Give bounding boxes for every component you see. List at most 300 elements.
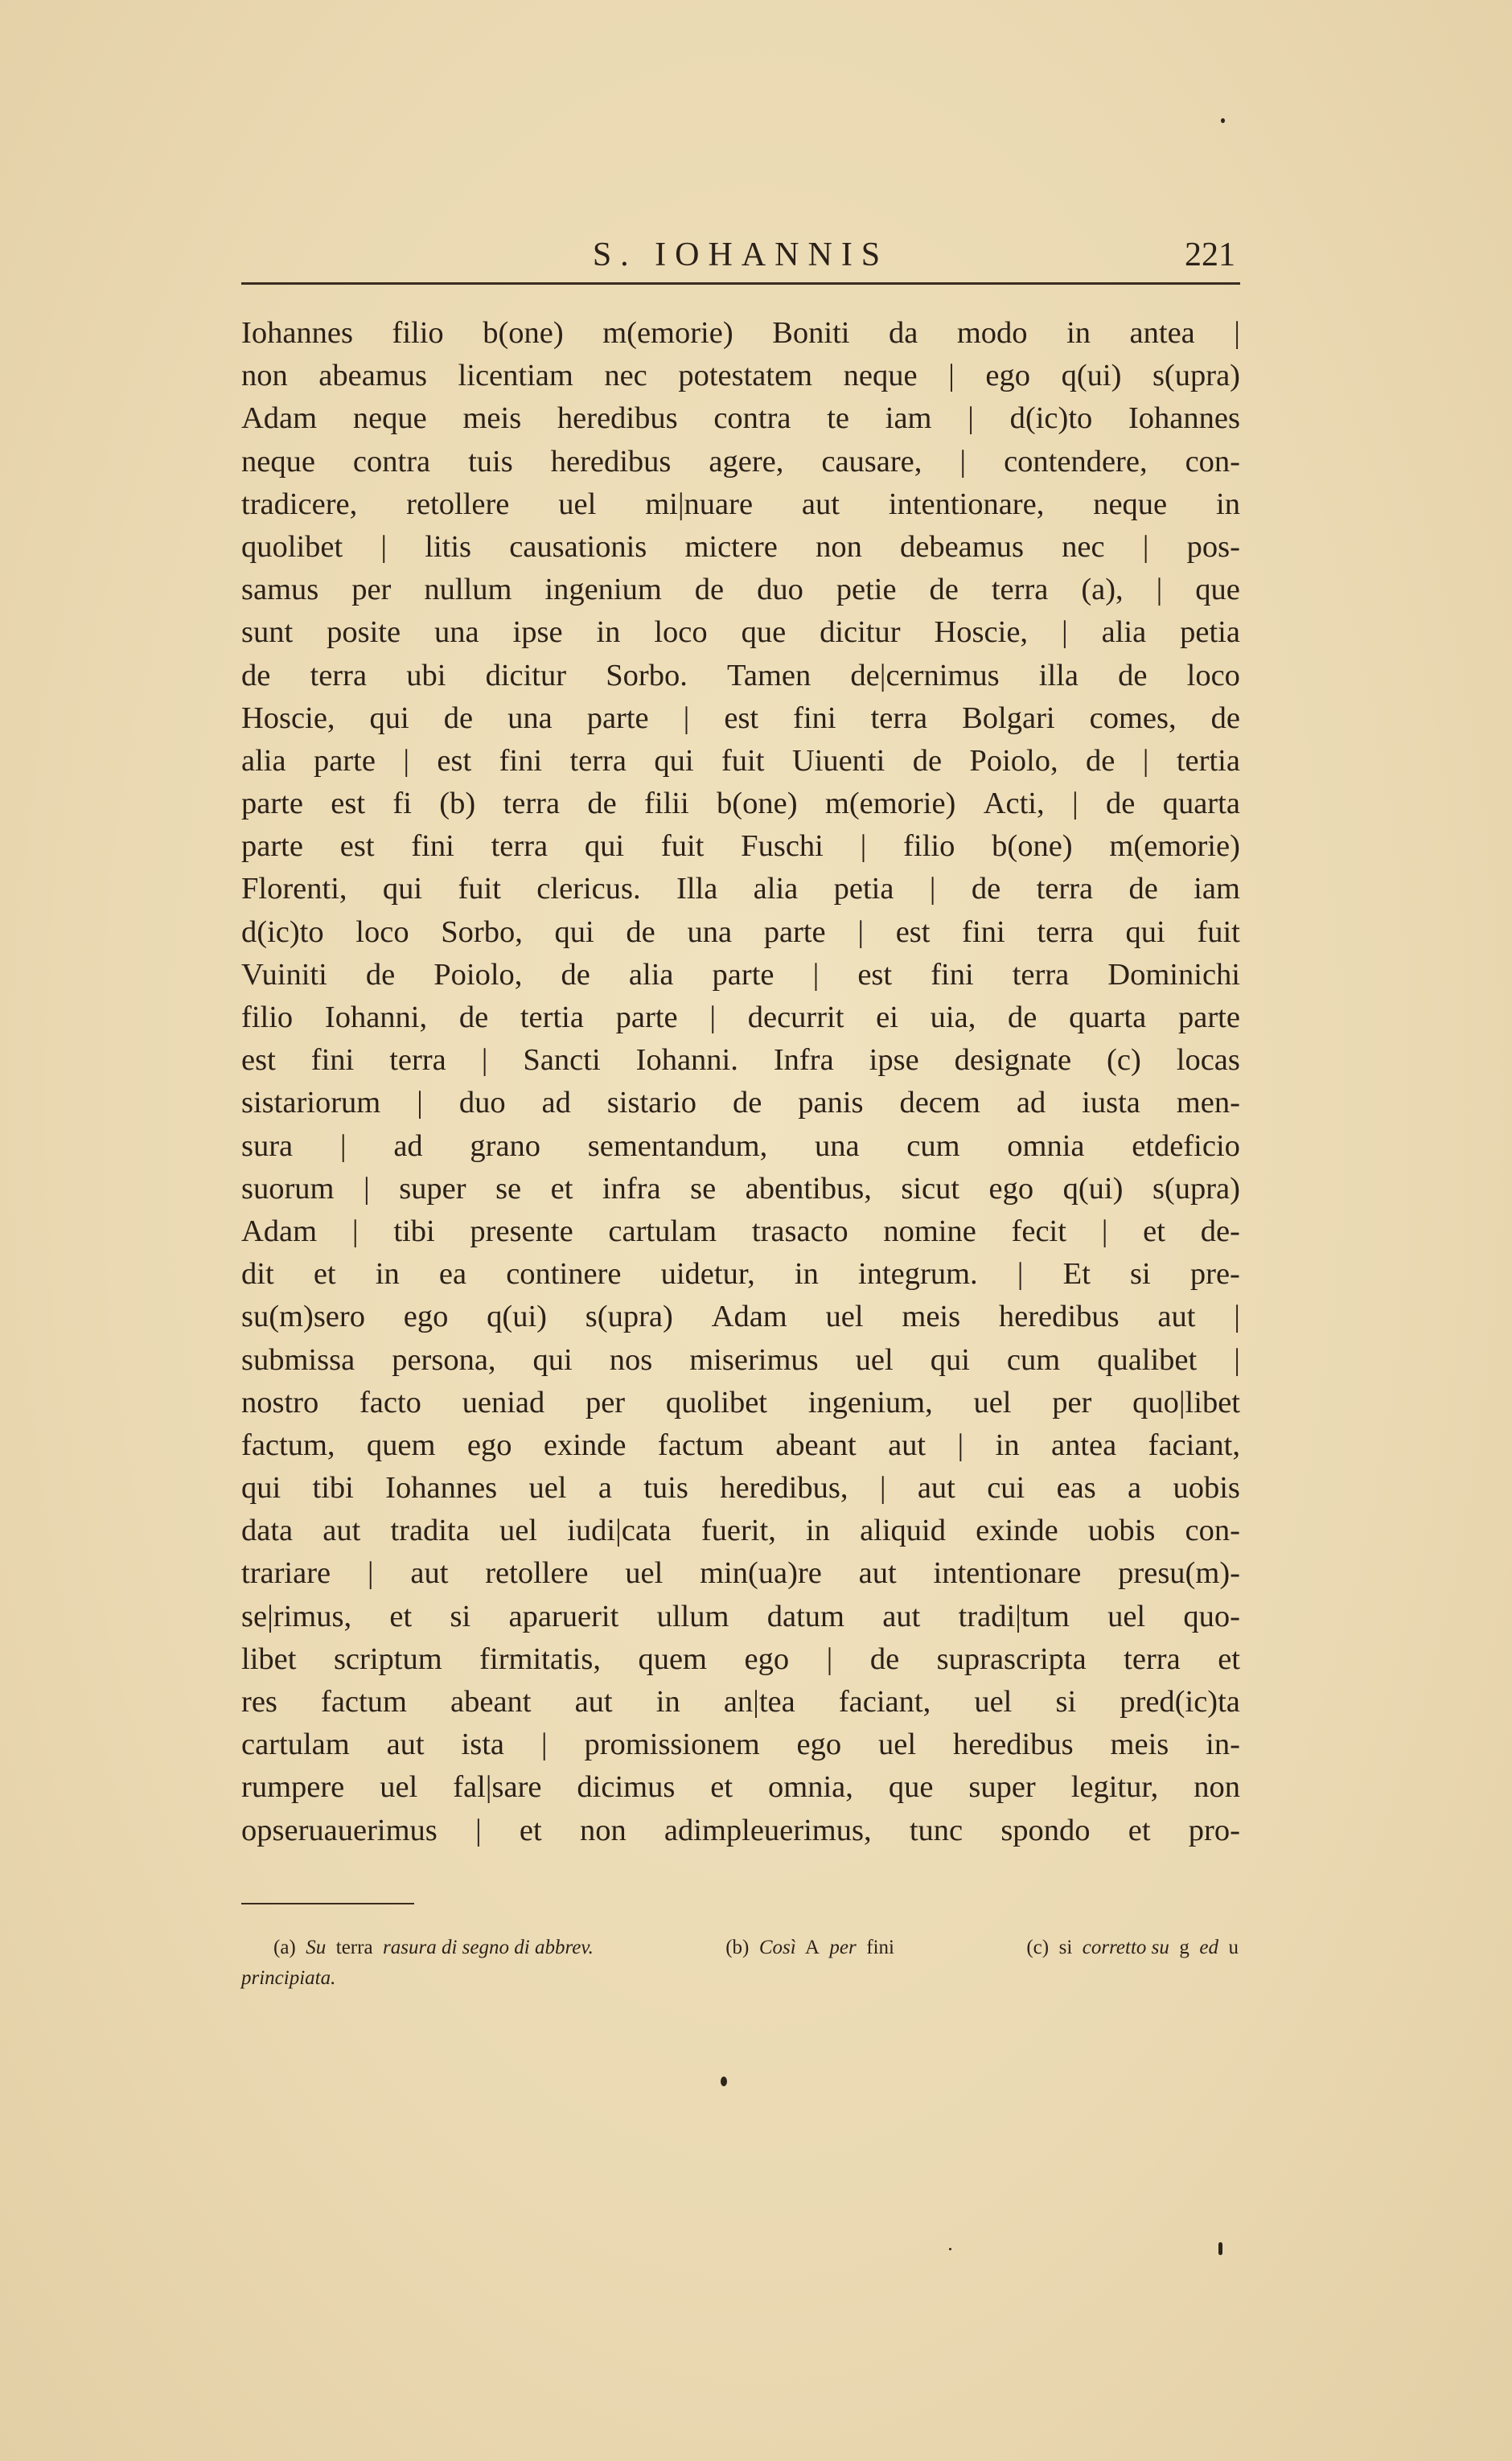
word: | (481, 1043, 488, 1078)
word: s(upra) (585, 1300, 673, 1334)
text-line (241, 1210, 1240, 1253)
word: causationis (509, 529, 647, 564)
word: fini (931, 957, 974, 992)
word: q(ui) (487, 1300, 547, 1334)
word: Tamen (727, 658, 811, 692)
word: | (363, 1171, 370, 1206)
word: aut (1157, 1300, 1196, 1334)
word: uel (1107, 1599, 1146, 1633)
word: scriptum (333, 1641, 442, 1676)
word: filio (392, 316, 444, 350)
word: | (475, 1813, 482, 1847)
word: terra (991, 573, 1049, 607)
word: dicitur (820, 615, 901, 650)
word: cui (987, 1471, 1025, 1506)
text-line (241, 911, 1240, 954)
word: faciant, (1148, 1428, 1240, 1462)
word: continere (506, 1257, 622, 1292)
word: a (598, 1471, 612, 1506)
word: quarta (1069, 1000, 1147, 1034)
word: et (550, 1171, 573, 1206)
word: tradicere, (241, 487, 358, 521)
footnote-c-continuation: principiata. (241, 1967, 336, 1989)
word: aut (888, 1428, 927, 1462)
word: et (519, 1813, 542, 1847)
word: de (626, 914, 655, 949)
word: | (1101, 1214, 1108, 1248)
word: Iohannes (385, 1471, 498, 1506)
word: sistariorum (241, 1086, 381, 1120)
word: in (995, 1428, 1020, 1462)
word: pos- (1186, 529, 1240, 564)
word: Sancti (523, 1043, 601, 1078)
word: adimpleuerimus, (664, 1813, 872, 1847)
word: Poiolo, (433, 957, 523, 992)
word: fal|sare (453, 1770, 542, 1805)
word: | (812, 957, 820, 992)
word: de (443, 701, 474, 735)
word: de (1106, 787, 1136, 821)
word: designate (954, 1043, 1072, 1078)
word: et (313, 1257, 336, 1292)
word: de (365, 957, 396, 992)
word: Vuiniti (241, 957, 327, 992)
word: nec (1062, 529, 1105, 564)
word: Iohanni, (324, 1000, 428, 1034)
word: de (929, 573, 959, 607)
footnotes (241, 1933, 1239, 1994)
word: uidetur, (660, 1257, 755, 1292)
word: | (709, 1000, 717, 1034)
word: de (1128, 872, 1158, 906)
word: d(ic)to (241, 914, 324, 949)
word: cartulam (608, 1214, 717, 1248)
word: litis (425, 529, 472, 564)
word: fini (793, 701, 836, 735)
word: per (1052, 1385, 1092, 1419)
word: eas (1056, 1471, 1096, 1506)
word: posite (327, 615, 401, 650)
word: faciant, (838, 1685, 931, 1719)
footnote-c: (c) si corretto su g ed u (1026, 1937, 1239, 1958)
word: sura (241, 1128, 294, 1163)
word: se (690, 1171, 717, 1206)
text-line (241, 868, 1240, 910)
word: fini (499, 743, 543, 778)
word: tunc (909, 1813, 963, 1847)
word: quolibet (665, 1385, 767, 1419)
word: alia (241, 743, 286, 778)
word: clericus. (536, 872, 641, 906)
word: | (1142, 529, 1149, 564)
word: que (888, 1770, 934, 1805)
word: loco (355, 914, 409, 949)
word: que (741, 615, 787, 650)
word: b(one) (992, 829, 1073, 864)
word: qualibet (1097, 1342, 1198, 1377)
word: legitur, (1070, 1770, 1159, 1805)
word: presente (470, 1214, 573, 1248)
word: aut (858, 1556, 897, 1591)
word: | (1234, 1342, 1240, 1377)
word: neque (241, 444, 315, 479)
text-line (241, 1168, 1240, 1210)
word: terra (503, 787, 561, 821)
ink-speck (1218, 2242, 1222, 2255)
word: suorum (241, 1171, 335, 1206)
word: Adam (241, 401, 318, 436)
word: Adam (241, 1214, 318, 1248)
page-header (241, 227, 1240, 283)
word: quolibet (241, 529, 343, 564)
word: rumpere (241, 1770, 345, 1805)
word: se|rimus, (241, 1599, 352, 1633)
word: grano (470, 1128, 541, 1163)
text-line (241, 1296, 1240, 1338)
ink-speck (721, 2077, 727, 2086)
word: | (351, 1214, 359, 1248)
text-line (241, 1424, 1240, 1467)
word: et (1128, 1813, 1151, 1847)
word: fini (310, 1043, 355, 1078)
word: petia (1180, 615, 1240, 650)
word: sicut (901, 1171, 960, 1206)
word: ista (461, 1728, 504, 1762)
word: tradi|tum (958, 1599, 1070, 1633)
word: trariare (241, 1556, 331, 1591)
word: omnia (1007, 1128, 1085, 1163)
word: tertia (1176, 743, 1240, 778)
word: ueniad (462, 1385, 545, 1419)
word: | (1234, 316, 1240, 350)
word: | (367, 1556, 374, 1591)
word: Bolgari (962, 701, 1055, 735)
word: factum, (241, 1428, 335, 1462)
word: ea (438, 1257, 467, 1292)
word: exinde (976, 1514, 1058, 1548)
word: pro- (1188, 1813, 1240, 1847)
text-line (241, 783, 1240, 825)
word: ego (796, 1728, 842, 1762)
footnote-a: (a) Su terra rasura di segno di abbrev. (273, 1937, 594, 1958)
word: mictere (684, 529, 778, 564)
word: in (805, 1514, 830, 1548)
word: de (732, 1086, 762, 1120)
word: tibi (312, 1471, 354, 1506)
page-number: 221 (1185, 236, 1235, 273)
word: dicimus (577, 1770, 676, 1805)
ink-speck (1221, 118, 1225, 123)
word: factum (657, 1428, 744, 1462)
word: firmitatis, (479, 1641, 601, 1676)
text-line (241, 655, 1240, 697)
word: loco (654, 615, 708, 650)
word: Hoscie, (241, 701, 335, 735)
word: s(upra) (1152, 1171, 1240, 1206)
word: m(emorie) (602, 316, 733, 350)
word: | (957, 1428, 964, 1462)
word: qui (930, 1342, 970, 1377)
word: | (540, 1728, 548, 1762)
word: | (1234, 1300, 1240, 1334)
word: | (857, 914, 865, 949)
text-line (241, 1552, 1240, 1595)
word: iam (885, 401, 932, 436)
word: non (1194, 1770, 1240, 1805)
word: terra (1012, 957, 1070, 992)
word: de (1008, 1000, 1037, 1034)
word: persona, (392, 1342, 496, 1377)
word: suprascripta (936, 1641, 1087, 1676)
word: dicitur (485, 658, 567, 692)
word: heredibus (998, 1300, 1120, 1334)
word: terra (870, 701, 928, 735)
word: antea (1129, 316, 1195, 350)
footnote-line (273, 1933, 1239, 1963)
word: | (417, 1086, 423, 1120)
text-line (241, 1339, 1240, 1382)
word: contra (352, 444, 431, 479)
word: si (450, 1599, 471, 1633)
word: terra (1124, 1641, 1181, 1676)
running-title: S. IOHANNIS (592, 236, 890, 273)
word: | (339, 1128, 347, 1163)
word: aut (410, 1556, 449, 1591)
word: | (959, 444, 967, 479)
word: b(one) (483, 316, 564, 350)
word: est (339, 829, 375, 864)
word: omnia, (768, 1770, 853, 1805)
word: ei (876, 1000, 898, 1034)
word: nostro (241, 1385, 319, 1419)
word: nullum (424, 573, 512, 607)
word: se (495, 1171, 522, 1206)
word: loco (1186, 658, 1240, 692)
word: quem (366, 1428, 436, 1462)
text-line (241, 1125, 1240, 1168)
word: ipse (869, 1043, 919, 1078)
word: qui (554, 914, 594, 949)
word: Sorbo, (441, 914, 523, 949)
word: q(ui) (1062, 1171, 1124, 1206)
word: ingenium (544, 573, 662, 607)
text-line (241, 1253, 1240, 1296)
word: nomine (883, 1214, 976, 1248)
word: cum (1006, 1342, 1061, 1377)
word: Illa (676, 872, 718, 906)
word: si (1055, 1685, 1077, 1719)
word: ullum (656, 1599, 729, 1633)
word: uel (380, 1770, 418, 1805)
word: fuit (721, 743, 765, 778)
word: promissionem (584, 1728, 760, 1762)
word: | (948, 359, 955, 393)
word: su(m)sero (241, 1300, 365, 1334)
word: filio (241, 1000, 294, 1034)
word: qui (369, 701, 409, 735)
word: da (888, 316, 918, 350)
word: sementandum, (587, 1128, 768, 1163)
word: heredibus (557, 401, 678, 436)
word: Iohanni. (635, 1043, 738, 1078)
word: decem (899, 1086, 980, 1120)
word: facto (359, 1385, 421, 1419)
word: est (241, 1043, 276, 1078)
word: (b) (439, 787, 476, 821)
word: alia (628, 957, 674, 992)
word: duo (757, 573, 803, 607)
word: parte (712, 957, 774, 992)
word: de (694, 573, 725, 607)
word: si (1130, 1257, 1151, 1292)
word: dit (241, 1257, 274, 1292)
word: de (241, 658, 271, 692)
word: debeamus (899, 529, 1024, 564)
text-line (241, 355, 1240, 397)
word: de|cernimus (850, 658, 1000, 692)
word: intentionare (933, 1556, 1082, 1591)
word: qui (1125, 914, 1165, 949)
word: Florenti, (241, 872, 347, 906)
word: in (596, 615, 621, 650)
word: presu(m)- (1118, 1556, 1240, 1591)
word: heredibus, (720, 1471, 848, 1506)
word: non (816, 529, 862, 564)
word: parte (241, 829, 303, 864)
word: (c) (1107, 1043, 1141, 1078)
body-text (241, 312, 1240, 1852)
word: et (710, 1770, 733, 1805)
word: in (655, 1685, 680, 1719)
word: con- (1185, 444, 1240, 479)
word: super (968, 1770, 1036, 1805)
word: b(one) (717, 787, 798, 821)
word: ad (541, 1086, 571, 1120)
word: uel (825, 1300, 864, 1334)
word: (a), (1081, 573, 1124, 607)
word: in (375, 1257, 400, 1292)
word: aut (801, 487, 840, 521)
word: parte (615, 1000, 678, 1034)
word: uel (974, 1685, 1013, 1719)
word: uobis (1173, 1471, 1240, 1506)
word: Dominichi (1107, 957, 1240, 992)
word: | (968, 401, 974, 436)
word: de (971, 872, 1001, 906)
word: uel (528, 1471, 567, 1506)
word: heredibus (952, 1728, 1074, 1762)
word: petie (836, 573, 897, 607)
word: | (683, 701, 690, 735)
word: meis (902, 1300, 961, 1334)
word: et (1143, 1214, 1165, 1248)
text-line (241, 483, 1240, 526)
word: et (1218, 1641, 1240, 1676)
word: integrum. (858, 1257, 978, 1292)
word: panis (798, 1086, 864, 1120)
word: submissa (241, 1342, 355, 1377)
word: data (241, 1514, 294, 1548)
word: Adam (711, 1300, 787, 1334)
word: | (1017, 1257, 1024, 1292)
word: a (1128, 1471, 1142, 1506)
word: filio (903, 829, 955, 864)
word: terra (389, 1043, 446, 1078)
word: etdeficio (1132, 1128, 1240, 1163)
word: infra (602, 1171, 661, 1206)
word: in (794, 1257, 819, 1292)
word: Poiolo, (969, 743, 1058, 778)
word: una (507, 701, 553, 735)
word: m(emorie) (824, 787, 956, 821)
word: alia (1101, 615, 1147, 650)
word: Iohannes (1128, 401, 1240, 436)
word: qui (532, 1342, 573, 1377)
word: neque (1093, 487, 1168, 521)
word: | (1061, 615, 1068, 650)
text-line (241, 1382, 1240, 1424)
word: aut (386, 1728, 425, 1762)
word: mi|nuare (645, 487, 754, 521)
text-line (241, 740, 1240, 783)
word: parte (1177, 1000, 1240, 1034)
word: ego (403, 1300, 449, 1334)
word: iudi|cata (567, 1514, 672, 1548)
word: de (912, 743, 943, 778)
word: in- (1206, 1728, 1240, 1762)
word: ego (466, 1428, 512, 1462)
word: d(ic)to (1009, 401, 1093, 436)
word: parte (586, 701, 649, 735)
word: Acti, (983, 787, 1045, 821)
word: parte (241, 787, 303, 821)
word: ipse (512, 615, 563, 650)
text-line (241, 825, 1240, 868)
word: meis (1110, 1728, 1169, 1762)
word: qui (654, 743, 694, 778)
word: cartulam (241, 1728, 350, 1762)
word: de- (1200, 1214, 1240, 1248)
word: abentibus, (745, 1171, 872, 1206)
word: ad (393, 1128, 423, 1163)
word: que (1195, 573, 1240, 607)
word: potestatem (678, 359, 813, 393)
word: per (585, 1385, 626, 1419)
text-line (241, 312, 1240, 355)
text-line (241, 569, 1240, 611)
word: fecit (1011, 1214, 1066, 1248)
word: terra (1037, 914, 1094, 949)
word: tuis (468, 444, 513, 479)
word: uel (855, 1342, 894, 1377)
word: ego (985, 359, 1031, 393)
word: retollere (406, 487, 510, 521)
word: men- (1176, 1086, 1240, 1120)
word: quo|libet (1132, 1385, 1240, 1419)
word: decurrit (747, 1000, 844, 1034)
word: quem (638, 1641, 707, 1676)
word: con- (1185, 1514, 1240, 1548)
word: causare, (821, 444, 922, 479)
word: | (380, 529, 388, 564)
word: tibi (393, 1214, 435, 1248)
word: iam (1194, 872, 1240, 906)
word: | (403, 743, 410, 778)
text-line (241, 1766, 1240, 1809)
word: uel (558, 487, 597, 521)
word: per (351, 573, 392, 607)
text-line (241, 954, 1240, 996)
